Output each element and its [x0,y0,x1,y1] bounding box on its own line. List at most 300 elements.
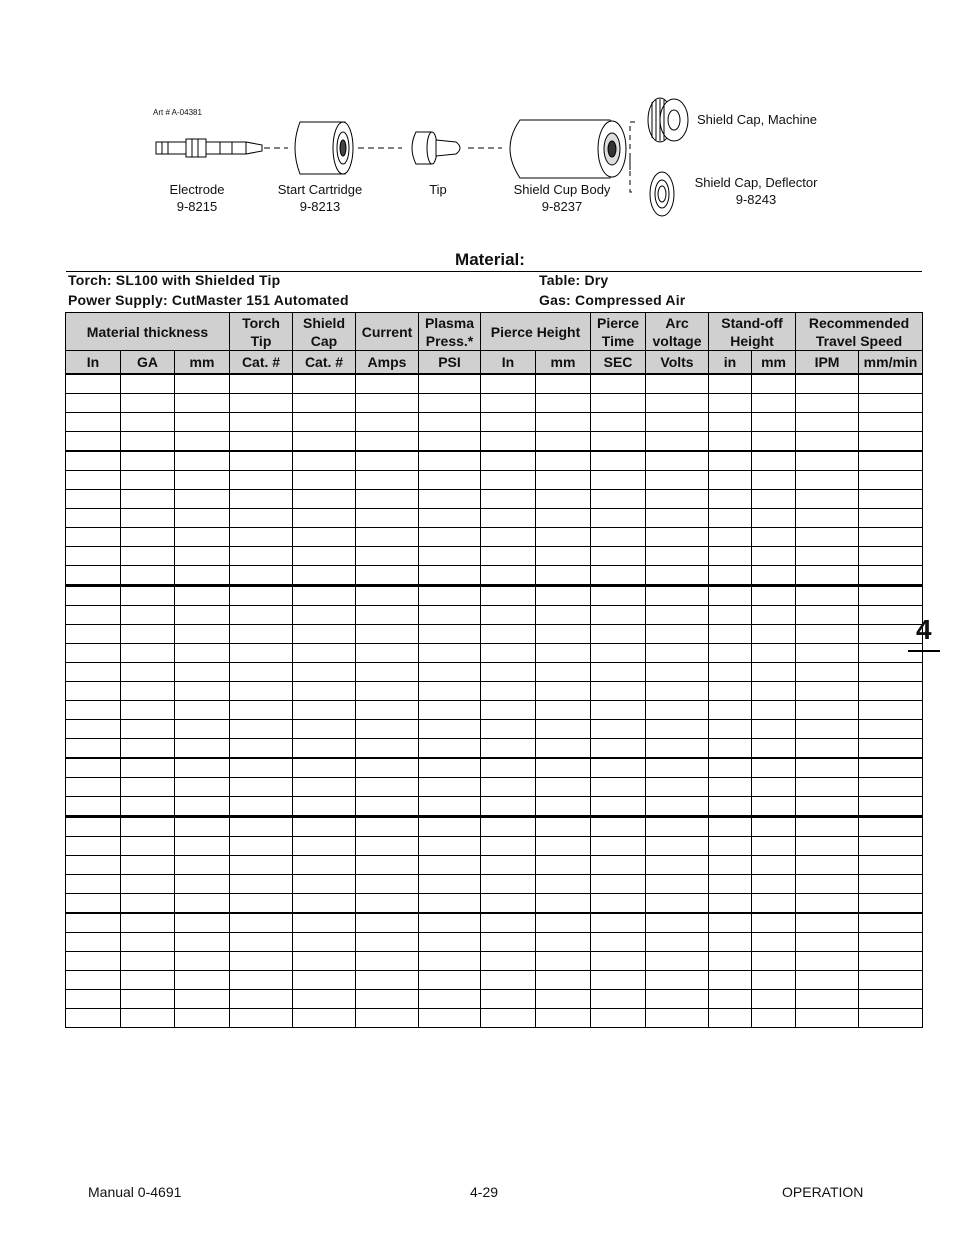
table-cell [481,720,536,739]
table-cell [752,528,796,547]
table-cell [796,432,859,452]
start-cartridge-caption [272,181,368,215]
table-row [66,913,923,933]
table-row [66,971,923,990]
table-cell [66,528,121,547]
table-cell [591,701,646,720]
table-cell [175,894,230,914]
table-cell [293,394,356,413]
start-cartridge-drawing [295,122,353,174]
table-cell [175,509,230,528]
table-cell [121,758,175,778]
table-cell [356,720,419,739]
table-cell [66,701,121,720]
table-cell [536,413,591,432]
table-cell [419,952,481,971]
subheader-cell: In [66,351,121,375]
table-cell [121,644,175,663]
table-cell [175,374,230,394]
table-cell [646,606,709,625]
table-cell [356,894,419,914]
shield-cap-deflector-name: Shield Cap, Deflector [694,175,818,190]
table-cell [796,682,859,701]
table-cell [175,682,230,701]
table-cell [121,528,175,547]
table-cell [293,701,356,720]
table-cell [175,739,230,759]
table-cell [175,606,230,625]
table-cell [709,413,752,432]
table-cell [591,547,646,566]
table-cell [709,547,752,566]
shield-cap-deflector-caption [688,174,824,208]
table-cell [121,933,175,952]
table-cell [591,663,646,682]
table-cell [536,586,591,606]
table-cell [709,739,752,759]
table-cell [419,509,481,528]
table-cell [230,413,293,432]
table-cell [66,797,121,817]
table-cell [536,490,591,509]
table-row [66,606,923,625]
table-cell [175,490,230,509]
table-cell [230,778,293,797]
subheader-cell: In [481,351,536,375]
table-cell [752,625,796,644]
table-cell [646,394,709,413]
table-cell [121,606,175,625]
table-cell [121,451,175,471]
table-cell [121,566,175,586]
table-cell [709,394,752,413]
table-row [66,720,923,739]
table-cell [646,413,709,432]
table-cell [230,971,293,990]
table-row [66,413,923,432]
table-cell [175,990,230,1009]
table-cell [66,682,121,701]
electrode-name: Electrode [169,182,225,197]
table-cell [230,837,293,856]
table-cell [419,644,481,663]
table-cell [356,971,419,990]
table-cell [752,894,796,914]
table-cell [66,606,121,625]
table-cell [356,856,419,875]
table-cell [230,606,293,625]
table-cell [66,837,121,856]
table-row [66,739,923,759]
table-cell [752,990,796,1009]
table-cell [646,586,709,606]
table-cell [752,875,796,894]
table-cell [481,797,536,817]
table-cell [709,701,752,720]
table-cell [481,933,536,952]
table-cell [591,739,646,759]
table-cell [481,625,536,644]
table-cell [293,913,356,933]
shield-cap-machine-drawing [648,98,688,142]
table-cell [419,894,481,914]
table-cell [709,374,752,394]
table-row [66,952,923,971]
table-cell [859,490,923,509]
table-cell [419,432,481,452]
table-cell [293,432,356,452]
table-cell [796,720,859,739]
table-cell [293,509,356,528]
tip-name: Tip [429,182,447,197]
table-row [66,778,923,797]
table-cell [752,778,796,797]
table-cell [752,720,796,739]
table-cell [591,990,646,1009]
table-cell [709,894,752,914]
table-cell [752,682,796,701]
table-cell [591,509,646,528]
table-cell [709,817,752,837]
table-cell [591,471,646,490]
table-cell [646,797,709,817]
table-cell [419,1009,481,1028]
table-cell [859,913,923,933]
table-cell [796,817,859,837]
table-cell [536,894,591,914]
cut-chart-table [65,312,923,1028]
table-cell [66,856,121,875]
table-cell [230,509,293,528]
subheader-cell: GA [121,351,175,375]
table-cell [121,1009,175,1028]
shield-cup-body-caption [506,181,618,215]
table-cell [481,490,536,509]
table-cell [293,933,356,952]
shield-cup-body-name: Shield Cup Body [513,182,611,197]
table-cell [419,739,481,759]
table-cell [175,971,230,990]
table-cell [121,547,175,566]
table-cell [536,374,591,394]
table-cell [293,451,356,471]
table-cell [230,701,293,720]
table-cell [175,394,230,413]
table-cell [293,894,356,914]
table-cell [175,432,230,452]
table-cell [121,856,175,875]
table-cell [591,586,646,606]
table-cell [293,644,356,663]
table-cell [175,625,230,644]
standoff-height-header: Stand-off Height [709,313,796,351]
table-cell [356,606,419,625]
subheader-cell: mm [175,351,230,375]
subheader-cell: mm [536,351,591,375]
table-cell [536,990,591,1009]
table-cell [356,490,419,509]
table-cell [481,451,536,471]
table-cell [536,432,591,452]
table-cell [66,586,121,606]
table-row [66,394,923,413]
table-cell [121,913,175,933]
table-cell [752,663,796,682]
table-cell [859,566,923,586]
table-cell [481,586,536,606]
table-cell [175,720,230,739]
table-cell [66,720,121,739]
table-cell [796,701,859,720]
table-cell [536,856,591,875]
table-cell [121,739,175,759]
table-row [66,586,923,606]
table-cell [591,856,646,875]
shield-cap-deflector-cat: 9-8243 [735,192,777,207]
table-cell [796,566,859,586]
subheader-cell: Cat. # [230,351,293,375]
table-cell [293,471,356,490]
shield-cap-machine-name: Shield Cap, Machine [697,112,817,127]
art-number: Art # A-04381 [153,108,202,117]
table-cell [646,875,709,894]
table-cell [646,856,709,875]
electrode-caption [162,181,232,215]
table-cell [230,856,293,875]
subheader-cell: Volts [646,351,709,375]
table-cell [536,451,591,471]
table-cell [481,778,536,797]
header-row [66,313,923,351]
table-cell [293,625,356,644]
table-cell [796,875,859,894]
table-cell [356,797,419,817]
section-tab-number: 4 [916,614,932,645]
table-cell [175,701,230,720]
table-cell [646,509,709,528]
table-cell [709,797,752,817]
table-cell [66,663,121,682]
table-cell [859,971,923,990]
table-cell [293,856,356,875]
table-cell [419,778,481,797]
table-cell [796,644,859,663]
table-cell [536,547,591,566]
table-cell [356,394,419,413]
table-cell [230,625,293,644]
table-cell [646,817,709,837]
table-row [66,566,923,586]
table-cell [591,817,646,837]
table-cell [230,875,293,894]
table-cell [591,413,646,432]
table-cell [752,644,796,663]
table-cell [230,644,293,663]
table-cell [752,913,796,933]
table-cell [709,432,752,452]
table-cell [796,625,859,644]
tip-caption [418,181,458,198]
table-cell [752,701,796,720]
table-cell [536,720,591,739]
table-cell [121,990,175,1009]
table-cell [175,566,230,586]
table-cell [419,933,481,952]
table-cell [230,663,293,682]
table-cell [121,490,175,509]
table-cell [356,875,419,894]
table-cell [796,451,859,471]
table-cell [591,797,646,817]
table-cell [293,547,356,566]
section-tab-rule [908,650,940,652]
table-cell [175,471,230,490]
table-cell [859,875,923,894]
table-cell [175,547,230,566]
table-cell [859,509,923,528]
table-cell [230,720,293,739]
table-cell [419,682,481,701]
table-cell [481,432,536,452]
table-cell [536,509,591,528]
table-cell [752,971,796,990]
table-cell [230,547,293,566]
table-cell [536,1009,591,1028]
table-cell [356,644,419,663]
table-cell [859,701,923,720]
table-cell [709,913,752,933]
table-cell [481,413,536,432]
table-cell [230,797,293,817]
power-supply-info: Power Supply: CutMaster 151 Automated [68,292,349,308]
electrode-drawing [156,139,262,157]
table-cell [752,413,796,432]
table-cell [752,837,796,856]
table-cell [356,837,419,856]
table-cell [481,509,536,528]
table-cell [859,758,923,778]
table-cell [481,856,536,875]
table-cell [859,413,923,432]
table-cell [481,875,536,894]
table-cell [709,625,752,644]
table-cell [230,682,293,701]
shield-cap-machine-caption [697,111,817,128]
table-row [66,701,923,720]
subheader-cell: in [709,351,752,375]
table-cell [175,797,230,817]
table-row [66,990,923,1009]
table-cell [230,451,293,471]
table-cell [356,528,419,547]
table-cell [175,856,230,875]
table-cell [481,701,536,720]
table-cell [796,894,859,914]
start-cartridge-name: Start Cartridge [277,182,363,197]
table-cell [230,471,293,490]
table-cell [859,952,923,971]
table-cell [709,837,752,856]
table-cell [481,644,536,663]
table-cell [859,778,923,797]
table-cell [859,682,923,701]
table-cell [591,913,646,933]
table-cell [175,952,230,971]
table-row [66,432,923,452]
table-cell [859,797,923,817]
table-cell [419,471,481,490]
table-cell [121,413,175,432]
table-cell [752,566,796,586]
table-cell [709,509,752,528]
table-cell [66,952,121,971]
table-cell [356,451,419,471]
table-cell [752,432,796,452]
table-cell [293,528,356,547]
table-cell [175,644,230,663]
table-cell [66,1009,121,1028]
table-cell [419,758,481,778]
table-cell [356,990,419,1009]
table-cell [230,933,293,952]
table-row [66,490,923,509]
table-cell [709,856,752,875]
table-cell [356,413,419,432]
table-body [66,374,923,1028]
table-cell [293,990,356,1009]
table-cell [709,528,752,547]
table-cell [419,586,481,606]
table-cell [536,952,591,971]
shield-cap-header: Shield Cap [293,313,356,351]
table-cell [646,566,709,586]
table-cell [356,739,419,759]
table-cell [859,606,923,625]
electrode-cat: 9-8215 [176,199,218,214]
table-cell [121,682,175,701]
table-cell [796,837,859,856]
table-row [66,875,923,894]
table-cell [752,471,796,490]
table-cell [175,758,230,778]
table-cell [859,394,923,413]
table-cell [859,547,923,566]
table-cell [752,586,796,606]
table-cell [175,817,230,837]
table-cell [121,394,175,413]
table-cell [709,990,752,1009]
table-cell [293,739,356,759]
table-cell [796,490,859,509]
start-cartridge-cat: 9-8213 [299,199,341,214]
table-cell [356,817,419,837]
table-cell [66,394,121,413]
table-cell [646,933,709,952]
table-cell [796,778,859,797]
table-cell [66,875,121,894]
table-cell [859,528,923,547]
table-cell [536,663,591,682]
table-cell [536,837,591,856]
table-cell [796,394,859,413]
table-cell [121,586,175,606]
table-cell [293,875,356,894]
table-cell [591,625,646,644]
table-cell [293,490,356,509]
table-cell [481,739,536,759]
torch-info: Torch: SL100 with Shielded Tip [68,272,281,288]
table-cell [709,758,752,778]
